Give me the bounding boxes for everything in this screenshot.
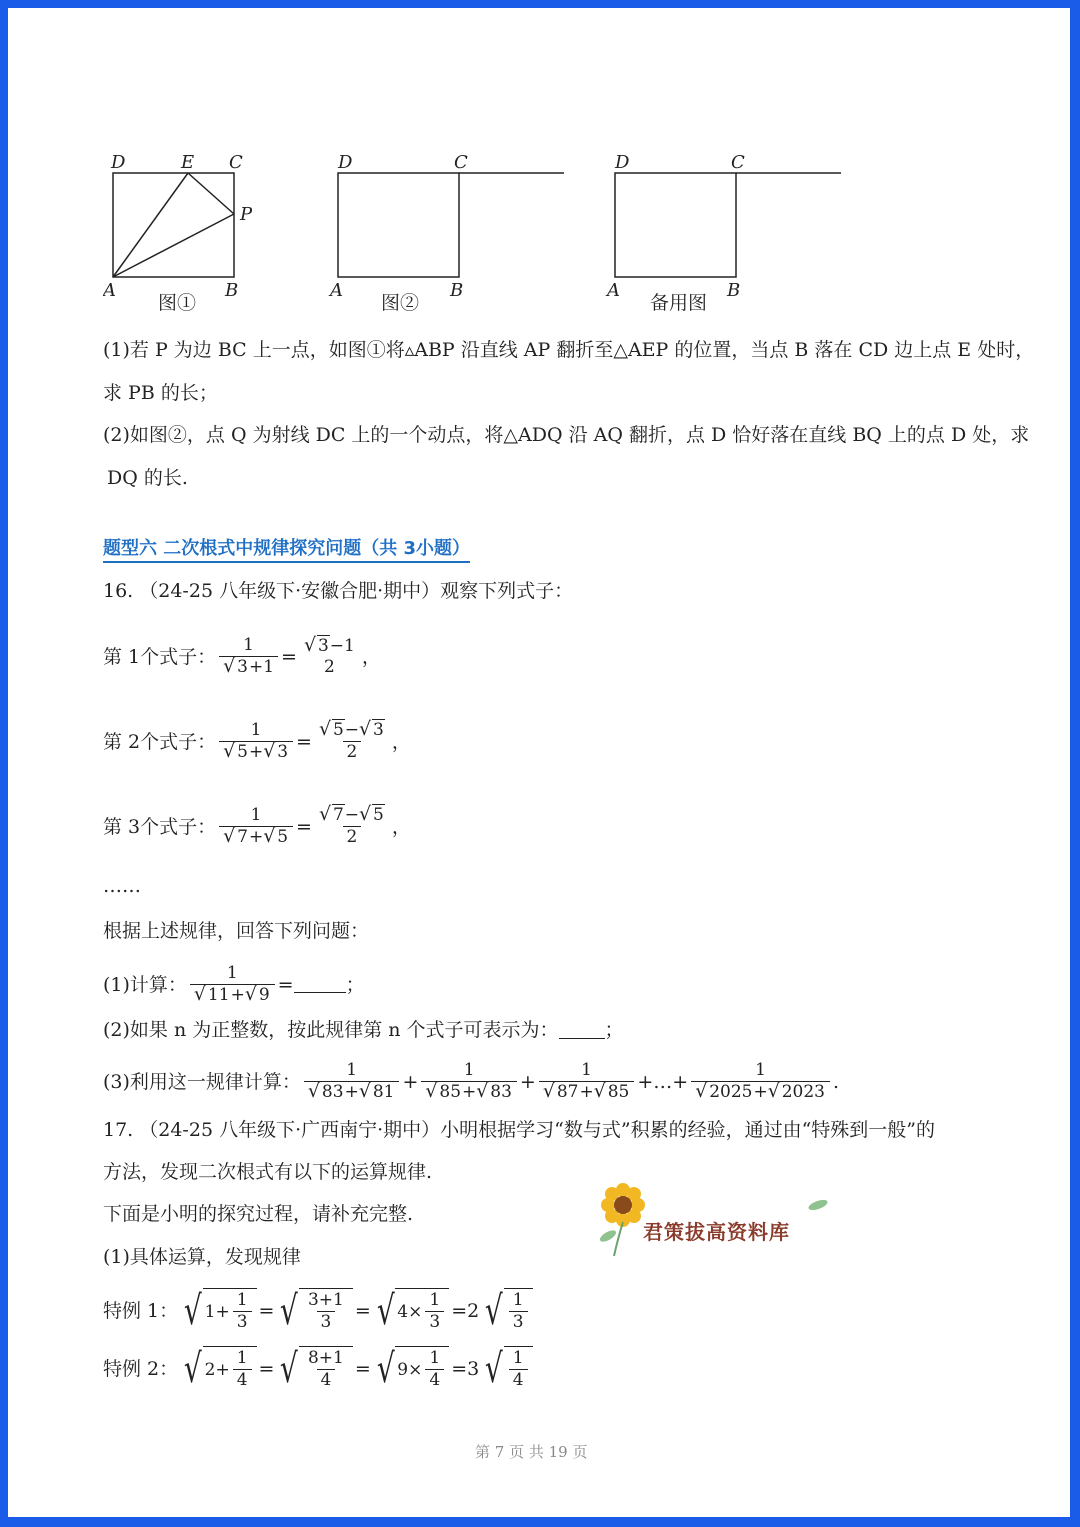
- q16-part2: (2)如果 n 为正整数，按此规律第 n 个式子可表示为： ；: [103, 1019, 624, 1041]
- watermark-logo: [588, 1178, 838, 1258]
- q17-ex1-label: 特例 1：: [103, 1300, 179, 1322]
- q17-ex2-label: 特例 2：: [103, 1358, 179, 1380]
- q15-part2-line2: DQ 的长.: [107, 467, 188, 489]
- q17-example-2: 特例 2： √ 2 + $\frac{1}{4}$ = √ $\frac{8+1}{4}$ = √ 9 × $\frac{1}{4}$ = 3 √ $\frac{1}{4}$: [103, 1346, 535, 1392]
- document-page: [8, 8, 1070, 1517]
- fig2-label-D: D: [338, 152, 353, 173]
- fig2-caption: 图②: [381, 292, 420, 314]
- fig1-label-D: D: [111, 152, 126, 173]
- q16-f1-label: 第 1个式子：: [103, 645, 217, 668]
- q15-part2-line1: (2)如图②，点 Q 为射线 DC 上的一个动点，将△ADQ 沿 AQ 翻折，点 D 恰好落在直线 BQ 上的点 D 处，求: [103, 424, 1030, 446]
- fig1-caption: 图①: [158, 292, 197, 314]
- q16-p1-label: (1)计算：: [103, 973, 187, 996]
- fig2-label-C: C: [454, 152, 468, 173]
- q16-part1: (1)计算： 1 √ 11+√ 9 = ；: [103, 963, 365, 1006]
- leaf-icon: [803, 1193, 833, 1223]
- watermark-text: 君策拔高资料库: [643, 1220, 790, 1244]
- q17-line3: 下面是小明的探究过程，请补充完整.: [103, 1203, 414, 1225]
- q16-f3-label: 第 3个式子：: [103, 815, 217, 838]
- q16-part3: (3)利用这一规律计算： 1 √ 83+√ 81 + 1 √ 85+√ 83 + 1 √ 87+√ 85 +…+ 1 √ 2025+√ 2023 .: [103, 1060, 839, 1103]
- fig1-label-B: B: [225, 280, 239, 301]
- q16-p3-label: (3)利用这一规律计算：: [103, 1070, 301, 1093]
- figure-2: [328, 146, 573, 321]
- q16-intro: 16. （24-25 八年级下·安徽合肥·期中）观察下列式子：: [103, 580, 574, 602]
- fig1-label-E: E: [181, 152, 195, 173]
- fig3-label-B: B: [727, 280, 741, 301]
- q15-part1-line1: (1)若 P 为边 BC 上一点，如图①将▵ABP 沿直线 AP 翻折至△AEP 的位置，当点 B 落在 CD 边上点 E 处时，: [103, 339, 1035, 361]
- q16-formula-3: 第 3个式子： 1 √ 7+√ 5 = √ $\frac{7-√ 5}{2}$ ，: [103, 805, 411, 848]
- fig3-label-C: C: [731, 152, 745, 173]
- fig3-caption: 备用图: [650, 292, 708, 314]
- q16-ellipsis: ……: [103, 875, 141, 897]
- q16-p1-blank: [294, 976, 346, 993]
- q17-line4: (1)具体运算，发现规律: [103, 1246, 301, 1268]
- q16-f2-label: 第 2个式子：: [103, 730, 217, 753]
- figure-3: [605, 146, 850, 321]
- fig1-label-P: P: [240, 204, 253, 225]
- fig3-label-D: D: [615, 152, 630, 173]
- q17-line2: 方法，发现二次根式有以下的运算规律.: [103, 1161, 433, 1183]
- page-footer: 第 7 页 共 19 页: [475, 1443, 588, 1461]
- q16-p2-blank: [559, 1022, 605, 1039]
- q16-prompt: 根据上述规律，回答下列问题：: [103, 920, 370, 942]
- q17-example-1: 特例 1： √ 1 + $\frac{1}{3}$ = √ $\frac{3+1}{3}$ = √ 4 × $\frac{1}{3}$ = 2 √ $\frac{1}{3}$: [103, 1288, 535, 1334]
- fig2-label-A: A: [330, 280, 343, 301]
- q17-line1: 17. （24-25 八年级下·广西南宁·期中）小明根据学习“数与式”积累的经验，通过由“特殊到一般”的: [103, 1119, 936, 1141]
- q16-p2-text: (2)如果 n 为正整数，按此规律第 n 个式子可表示为：: [103, 1019, 559, 1041]
- fig2-label-B: B: [450, 280, 464, 301]
- section-heading: 题型六 二次根式中规律探究问题（共 3小题）: [103, 534, 470, 563]
- q16-formula-2: 第 2个式子： 1 √ 5+√ 3 = √ $\frac{5-√ 3}{2}$ ，: [103, 720, 411, 763]
- fig3-label-A: A: [607, 280, 620, 301]
- fig1-label-A: A: [103, 280, 116, 301]
- fig1-label-C: C: [229, 152, 243, 173]
- q15-part1-line2: 求 PB 的长；: [103, 382, 218, 404]
- q16-formula-1: 第 1个式子： 1 √ 3+1 = √ 3−1 2 ，: [103, 635, 381, 678]
